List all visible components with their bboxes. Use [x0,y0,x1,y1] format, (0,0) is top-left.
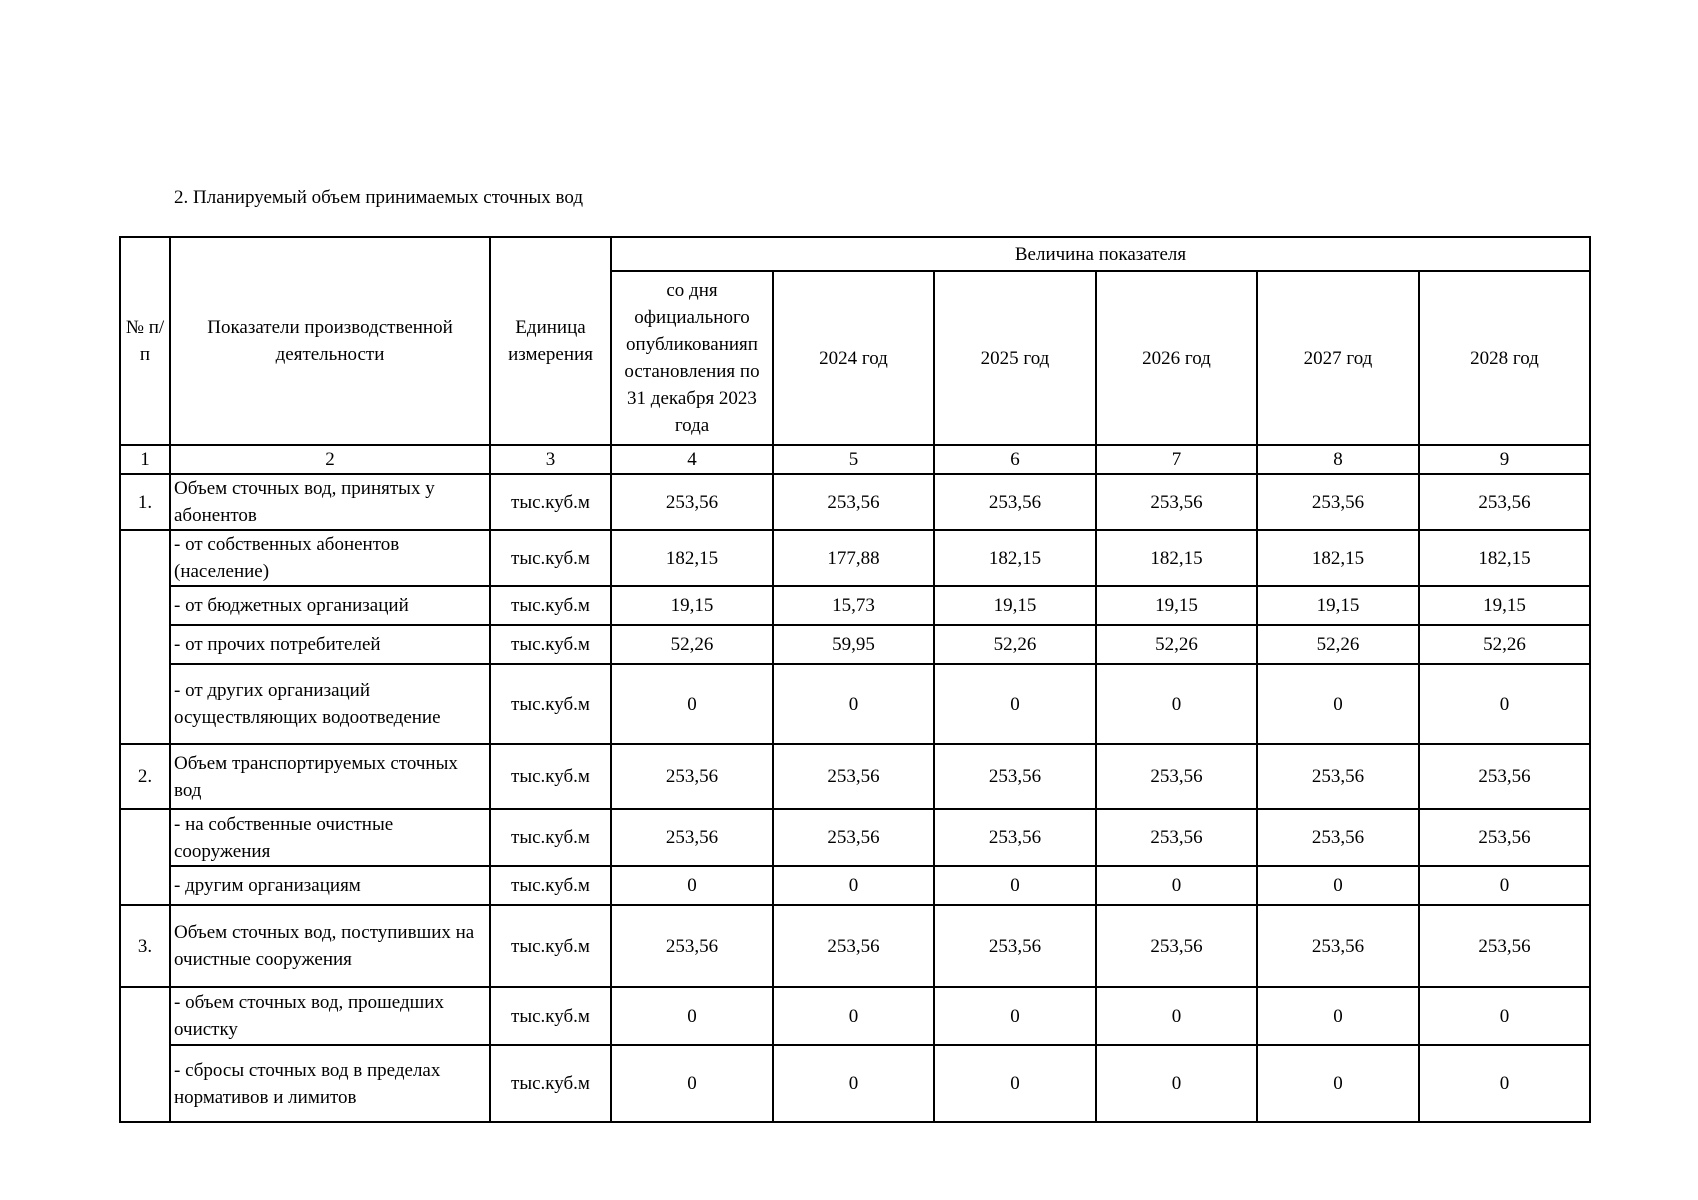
value-cell: 253,56 [773,905,934,987]
value-cell: 52,26 [1419,625,1590,664]
value-cell: 182,15 [1096,530,1257,586]
value-cell: 15,73 [773,586,934,625]
row-indicator: - от прочих потребителей [170,625,490,664]
column-number: 2 [170,445,490,474]
value-cell: 19,15 [1096,586,1257,625]
row-num [120,530,170,744]
row-unit: тыс.куб.м [490,586,611,625]
row-indicator: - другим организациям [170,866,490,905]
value-cell: 0 [934,1045,1096,1122]
value-cell: 182,15 [1419,530,1590,586]
value-cell: 52,26 [611,625,773,664]
table-row [120,744,1590,809]
column-number: 3 [490,445,611,474]
table-row [120,586,1590,625]
header-num: № п/п [120,237,170,445]
value-cell: 0 [934,987,1096,1045]
value-cell: 0 [611,1045,773,1122]
row-num [120,987,170,1122]
column-number: 4 [611,445,773,474]
value-cell: 253,56 [1419,744,1590,809]
row-unit: тыс.куб.м [490,866,611,905]
header-indicator: Показатели производственной деятельности [170,237,490,445]
value-cell: 0 [611,866,773,905]
value-cell: 0 [1257,866,1419,905]
value-cell: 253,56 [1096,744,1257,809]
value-cell: 253,56 [934,809,1096,866]
value-cell: 0 [1096,1045,1257,1122]
value-cell: 182,15 [934,530,1096,586]
header-value-group: Величина показателя [611,237,1590,271]
row-indicator: - сбросы сточных вод в пределах нормативов и лимитов [170,1045,490,1122]
row-unit: тыс.куб.м [490,809,611,866]
value-cell: 52,26 [934,625,1096,664]
value-cell: 59,95 [773,625,934,664]
value-cell: 253,56 [773,809,934,866]
header-period-2023: со дня официального опубликованияп остановления по 31 декабря 2023 года [611,271,773,445]
value-cell: 253,56 [611,905,773,987]
value-cell: 253,56 [1419,809,1590,866]
table-row [120,664,1590,744]
document-title: 2. Планируемый объем принимаемых сточных вод [174,187,584,208]
value-cell: 253,56 [1419,474,1590,530]
value-cell: 0 [773,664,934,744]
value-cell: 253,56 [934,744,1096,809]
row-indicator: - от других организаций осуществляющих водоотведение [170,664,490,744]
row-unit: тыс.куб.м [490,664,611,744]
value-cell: 253,56 [934,474,1096,530]
column-number: 7 [1096,445,1257,474]
row-indicator: Объем сточных вод, поступивших на очистные сооружения [170,905,490,987]
value-cell: 177,88 [773,530,934,586]
header-period-2027: 2027 год [1257,271,1419,445]
table-row [120,905,1590,987]
row-num [120,809,170,905]
column-number: 1 [120,445,170,474]
value-cell: 0 [1096,866,1257,905]
value-cell: 182,15 [611,530,773,586]
value-cell: 0 [611,987,773,1045]
value-cell: 0 [1419,664,1590,744]
row-num: 1. [120,474,170,530]
row-num: 2. [120,744,170,809]
row-num: 3. [120,905,170,987]
value-cell: 253,56 [773,474,934,530]
value-cell: 253,56 [611,809,773,866]
value-cell: 253,56 [934,905,1096,987]
column-number: 5 [773,445,934,474]
value-cell: 19,15 [934,586,1096,625]
value-cell: 253,56 [1257,905,1419,987]
row-indicator: - на собственные очистные сооружения [170,809,490,866]
value-cell: 0 [773,1045,934,1122]
value-cell: 253,56 [1096,474,1257,530]
table-row [120,530,1590,586]
value-cell: 253,56 [1257,744,1419,809]
table-row [120,987,1590,1045]
row-unit: тыс.куб.м [490,744,611,809]
table-row [120,474,1590,530]
value-cell: 182,15 [1257,530,1419,586]
value-cell: 0 [1257,987,1419,1045]
value-cell: 0 [1419,866,1590,905]
header-unit: Единица измерения [490,237,611,445]
row-unit: тыс.куб.м [490,625,611,664]
value-cell: 52,26 [1096,625,1257,664]
row-indicator: Объем транспортируемых сточных вод [170,744,490,809]
row-indicator: - от бюджетных организаций [170,586,490,625]
value-cell: 0 [773,866,934,905]
column-number: 6 [934,445,1096,474]
value-cell: 19,15 [1419,586,1590,625]
column-number: 8 [1257,445,1419,474]
row-unit: тыс.куб.м [490,905,611,987]
header-period-2028: 2028 год [1419,271,1590,445]
table-row [120,866,1590,905]
value-cell: 253,56 [1257,474,1419,530]
value-cell: 0 [773,987,934,1045]
value-cell: 0 [611,664,773,744]
header-period-2026: 2026 год [1096,271,1257,445]
table-row [120,625,1590,664]
wastewater-volume-table [119,236,1591,1123]
row-unit: тыс.куб.м [490,530,611,586]
value-cell: 253,56 [1096,905,1257,987]
value-cell: 253,56 [611,474,773,530]
value-cell: 52,26 [1257,625,1419,664]
table-row [120,1045,1590,1122]
header-period-2024: 2024 год [773,271,934,445]
row-unit: тыс.куб.м [490,1045,611,1122]
value-cell: 253,56 [773,744,934,809]
value-cell: 19,15 [611,586,773,625]
value-cell: 19,15 [1257,586,1419,625]
row-indicator: - объем сточных вод, прошедших очистку [170,987,490,1045]
value-cell: 0 [1257,1045,1419,1122]
column-number: 9 [1419,445,1590,474]
value-cell: 0 [1419,1045,1590,1122]
value-cell: 0 [934,664,1096,744]
value-cell: 253,56 [611,744,773,809]
value-cell: 0 [1096,664,1257,744]
row-unit: тыс.куб.м [490,474,611,530]
value-cell: 253,56 [1419,905,1590,987]
row-indicator: Объем сточных вод, принятых у абонентов [170,474,490,530]
value-cell: 0 [1257,664,1419,744]
header-period-2025: 2025 год [934,271,1096,445]
value-cell: 0 [934,866,1096,905]
table-row [120,809,1590,866]
value-cell: 253,56 [1096,809,1257,866]
value-cell: 253,56 [1257,809,1419,866]
row-indicator: - от собственных абонентов (население) [170,530,490,586]
value-cell: 0 [1096,987,1257,1045]
row-unit: тыс.куб.м [490,987,611,1045]
value-cell: 0 [1419,987,1590,1045]
